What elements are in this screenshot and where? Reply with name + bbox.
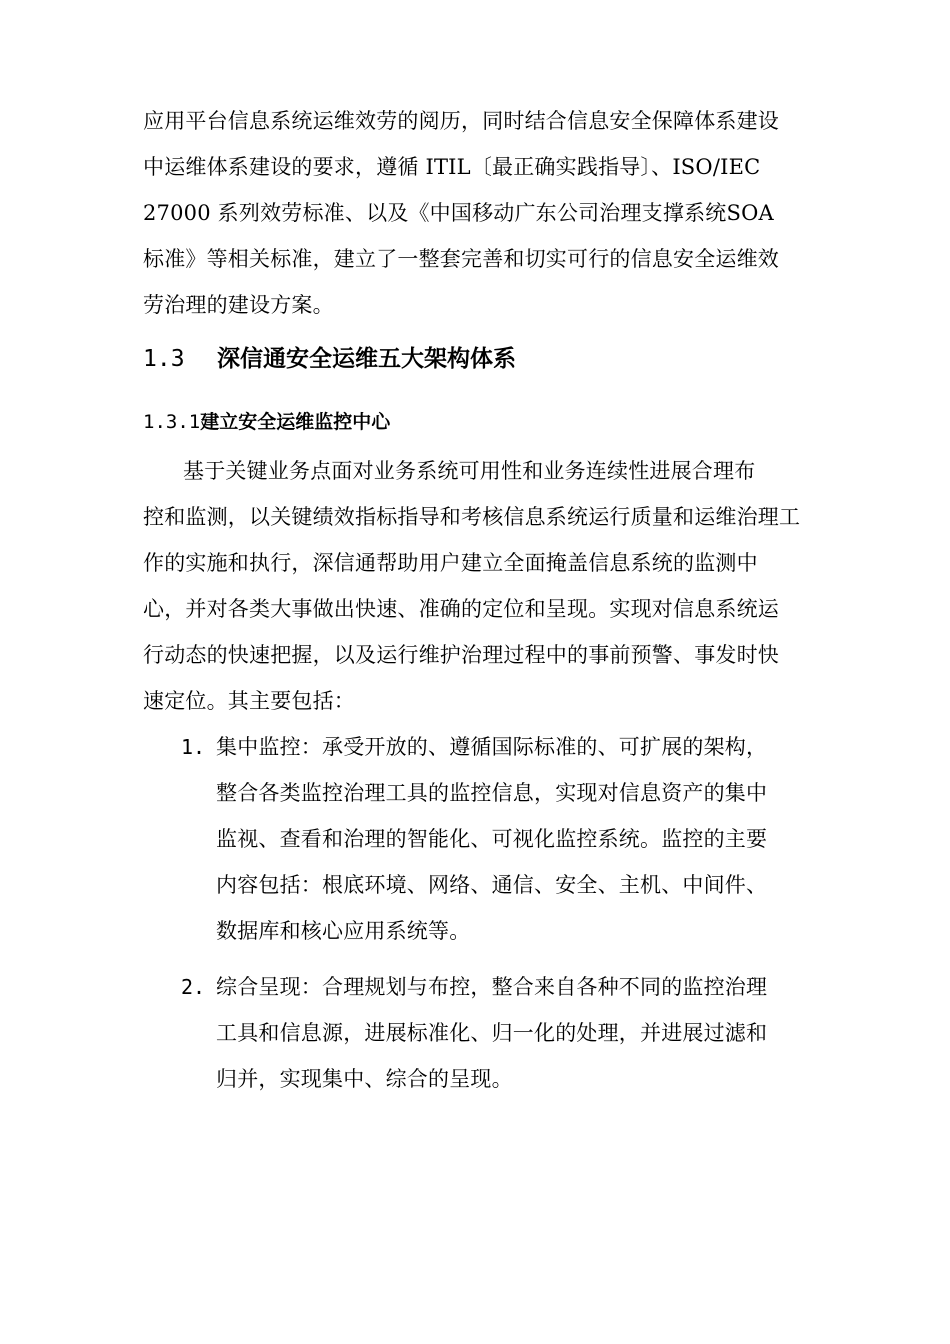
body-line-2: 控和监测，以关键绩效指标指导和考核信息系统运行质量和运维治理工 xyxy=(143,505,801,529)
list-item-2-line-1: 综合呈现：合理规划与布控，整合来自各种不同的监控治理 xyxy=(216,975,768,999)
list-item-1-line-3: 监视、查看和治理的智能化、可视化监控系统。监控的主要 xyxy=(216,827,768,851)
intro-line-3: 27000 系列效劳标准、以及《中国移动广东公司治理支撑系统SOA xyxy=(143,201,774,225)
intro-line-4: 标准》等相关标准，建立了一整套完善和切实可行的信息安全运维效 xyxy=(143,247,779,271)
body-line-3: 作的实施和执行，深信通帮助用户建立全面掩盖信息系统的监测中 xyxy=(143,551,758,575)
intro-line-5: 劳治理的建设方案。 xyxy=(143,293,334,317)
body-line-6: 速定位。其主要包括： xyxy=(143,689,355,713)
subsection-title: 建立安全运维监控中心 xyxy=(200,411,391,433)
subsection-heading xyxy=(143,408,390,436)
list-item-1-line-2: 整合各类监控治理工具的监控信息，实现对信息资产的集中 xyxy=(216,781,768,805)
list-item-1-line-4: 内容包括：根底环境、网络、通信、安全、主机、中间件、 xyxy=(216,873,768,897)
section-number: 1.3 xyxy=(143,346,185,372)
intro-line-1: 应用平台信息系统运维效劳的阅历，同时结合信息安全保障体系建设 xyxy=(143,109,779,133)
list-item-2-line-3: 归并，实现集中、综合的呈现。 xyxy=(216,1067,513,1091)
list-marker-1: 1. xyxy=(181,735,206,759)
body-line-5: 行动态的快速把握，以及运行维护治理过程中的事前预警、事发时快 xyxy=(143,643,779,667)
intro-line-2: 中运维体系建设的要求，遵循 ITIL〔最正确实践指导〕、ISO/IEC xyxy=(143,155,761,179)
list-item-1-line-5: 数据库和核心应用系统等。 xyxy=(216,919,471,943)
list-marker-2: 2. xyxy=(181,975,206,999)
body-line-1: 基于关键业务点面对业务系统可用性和业务连续性进展合理布 xyxy=(183,459,756,483)
body-line-4: 心，并对各类大事做出快速、准确的定位和呈现。实现对信息系统运 xyxy=(143,597,779,621)
list-item-2-line-2: 工具和信息源，进展标准化、归一化的处理，并进展过滤和 xyxy=(216,1021,768,1045)
section-title: 深信通安全运维五大架构体系 xyxy=(217,346,516,372)
section-heading xyxy=(143,343,516,375)
subsection-number: 1.3.1 xyxy=(143,411,201,433)
list-item-1-line-1: 集中监控：承受开放的、遵循国际标准的、可扩展的架构， xyxy=(216,735,768,759)
